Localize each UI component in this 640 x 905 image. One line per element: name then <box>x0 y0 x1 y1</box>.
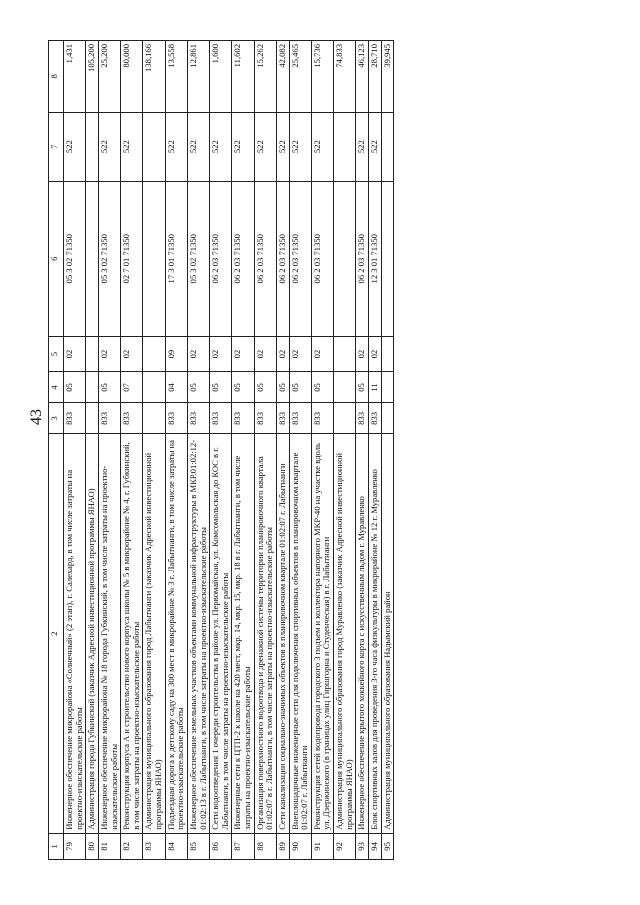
code-cell <box>334 181 356 336</box>
code-cell: 05 <box>311 372 333 403</box>
code-cell: 04 <box>165 372 187 403</box>
code-cell: 02 <box>254 336 276 372</box>
amount-cell: 74,833 <box>334 41 356 113</box>
code-cell: 05 3 02 71350 <box>187 181 209 336</box>
row-name: Реконструкция сетей водопровода городского 3 подъем и коллектора напорного МКР-40 на участке вдоль ул. Дзержинского (в границах улиц Гиршгорна и Студенческая) в г. Лабытнанги <box>311 434 333 833</box>
code-cell: 522 <box>165 112 187 181</box>
row-name: Администрация муниципального образования город Муравленко (заказчик Адресной инвестиционной программы ЯНАО) <box>334 434 356 833</box>
code-cell: 522 <box>289 112 311 181</box>
column-header: 3 <box>49 403 64 434</box>
code-cell: 02 <box>121 336 143 372</box>
row-number: 83 <box>143 833 165 859</box>
code-cell: 02 <box>210 336 232 372</box>
row-name: Администрация муниципального образования Надымский район <box>381 434 394 833</box>
code-cell <box>86 372 99 403</box>
row-number: 85 <box>187 833 209 859</box>
code-cell: 833 <box>165 403 187 434</box>
code-cell: 02 <box>187 336 209 372</box>
amount-cell: 1,600 <box>210 41 232 113</box>
code-cell <box>143 181 165 336</box>
code-cell: 522 <box>368 112 381 181</box>
column-number-row <box>49 41 64 860</box>
code-cell: 833 <box>289 403 311 434</box>
code-cell: 06 2 03 71350 <box>276 181 289 336</box>
code-cell: 02 <box>368 336 381 372</box>
code-cell <box>381 403 394 434</box>
code-cell <box>86 336 99 372</box>
row-name: Блок спортивных залов для проведения 3-го часа физкультуры в микрорайоне № 12 г. Муравленко <box>368 434 381 833</box>
table-row <box>143 41 165 860</box>
row-name: Инженерное обеспечение микрорайона № 18 города Губкинский, в том числе затраты на проектно-изыскательские работы <box>98 434 120 833</box>
column-header: 5 <box>49 336 64 372</box>
table-row <box>121 41 143 860</box>
code-cell <box>143 403 165 434</box>
code-cell <box>143 372 165 403</box>
row-number: 93 <box>356 833 369 859</box>
row-name: Инженерное обеспечение крытого хоккейного корта с искусственным льдом г. Муравленко <box>356 434 369 833</box>
code-cell <box>334 336 356 372</box>
code-cell: 02 <box>311 336 333 372</box>
code-cell: 05 <box>289 372 311 403</box>
amount-cell: 13,558 <box>165 41 187 113</box>
table-row <box>289 41 311 860</box>
row-number: 82 <box>121 833 143 859</box>
code-cell: 02 <box>289 336 311 372</box>
code-cell: 06 2 03 71350 <box>210 181 232 336</box>
row-number: 90 <box>289 833 311 859</box>
code-cell: 05 <box>254 372 276 403</box>
code-cell: 02 <box>64 336 86 372</box>
amount-cell: 11,602 <box>232 41 254 113</box>
table-row <box>210 41 232 860</box>
code-cell: 02 7 01 71350 <box>121 181 143 336</box>
table-body <box>64 41 394 860</box>
code-cell: 522 <box>356 112 369 181</box>
amount-cell: 12,861 <box>187 41 209 113</box>
code-cell: 05 <box>187 372 209 403</box>
table-row <box>165 41 187 860</box>
code-cell: 06 2 03 71350 <box>254 181 276 336</box>
column-header: 1 <box>49 833 64 859</box>
table-row <box>254 41 276 860</box>
code-cell: 522 <box>98 112 120 181</box>
code-cell: 05 <box>64 372 86 403</box>
row-number: 89 <box>276 833 289 859</box>
table-row <box>356 41 369 860</box>
code-cell: 522 <box>187 112 209 181</box>
row-number: 88 <box>254 833 276 859</box>
code-cell: 833 <box>368 403 381 434</box>
code-cell: 833 <box>210 403 232 434</box>
row-number: 79 <box>64 833 86 859</box>
code-cell: 05 <box>210 372 232 403</box>
code-cell: 09 <box>165 336 187 372</box>
amount-cell: 46,123 <box>356 41 369 113</box>
code-cell: 833 <box>187 403 209 434</box>
code-cell: 522 <box>276 112 289 181</box>
row-number: 92 <box>334 833 356 859</box>
code-cell: 05 <box>232 372 254 403</box>
row-name: Внеплощадочные инженерные сети для подключения спортивных объектов в планировочном квартале 01:02:07 г. Лабытнанги <box>289 434 311 833</box>
row-number: 86 <box>210 833 232 859</box>
row-number: 94 <box>368 833 381 859</box>
row-name: Администрация муниципального образования город Лабытнанги (заказчик Адресной инвестиционной программы ЯНАО) <box>143 434 165 833</box>
code-cell: 522 <box>232 112 254 181</box>
amount-cell: 28,710 <box>368 41 381 113</box>
row-name: Администрация города Губкинский (заказчик Адресной инвестиционной программы ЯНАО) <box>86 434 99 833</box>
code-cell <box>86 181 99 336</box>
code-cell: 05 <box>356 372 369 403</box>
code-cell: 833 <box>64 403 86 434</box>
row-name: Реконструкция корпуса А и строительство нового корпуса школы № 5 в микрорайоне № 4, г. Губкинский, в том числе затраты на проектно-изыскательские работы <box>121 434 143 833</box>
code-cell: 833 <box>254 403 276 434</box>
code-cell <box>381 112 394 181</box>
row-number: 95 <box>381 833 394 859</box>
table-row <box>276 41 289 860</box>
column-header: 8 <box>49 41 64 113</box>
table-row <box>368 41 381 860</box>
code-cell: 02 <box>356 336 369 372</box>
code-cell: 05 <box>98 372 120 403</box>
code-cell: 06 2 03 71350 <box>311 181 333 336</box>
row-name: Инженерное обеспечение микрорайона «Солнечный» (2 этап), г. Салехард, в том числе затраты на проектно-изыскательские работы <box>64 434 86 833</box>
code-cell: 833 <box>98 403 120 434</box>
code-cell: 522 <box>121 112 143 181</box>
amount-cell: 1,431 <box>64 41 86 113</box>
code-cell: 833 <box>311 403 333 434</box>
table-row <box>98 41 120 860</box>
code-cell: 06 2 03 71350 <box>356 181 369 336</box>
row-number: 81 <box>98 833 120 859</box>
row-name: Организация поверхностного водоотвода и дренажной системы территории планировочного квартала 01:02:07 в г. Лабытнанги, в том числе затраты на проектно-изыскательские работы <box>254 434 276 833</box>
amount-cell: 39,945 <box>381 41 394 113</box>
code-cell <box>143 336 165 372</box>
code-cell: 522 <box>210 112 232 181</box>
table-row <box>64 41 86 860</box>
row-number: 84 <box>165 833 187 859</box>
budget-table-rotated <box>48 40 608 860</box>
code-cell <box>86 112 99 181</box>
column-header: 6 <box>49 181 64 336</box>
code-cell: 05 3 02 71350 <box>64 181 86 336</box>
code-cell <box>334 112 356 181</box>
table-row <box>187 41 209 860</box>
amount-cell: 25,200 <box>98 41 120 113</box>
code-cell: 02 <box>276 336 289 372</box>
code-cell: 02 <box>232 336 254 372</box>
code-cell: 17 3 01 71350 <box>165 181 187 336</box>
row-number: 80 <box>86 833 99 859</box>
row-name: Инженерные сети к ЦТП-2 к школе на 420 мест, мкр. 14, мкр. 15, мкр. 18 в г. Лабытнанги, в том числе затраты на проектно-изыскательские работы <box>232 434 254 833</box>
amount-cell: 25,465 <box>289 41 311 113</box>
amount-cell: 80,000 <box>121 41 143 113</box>
code-cell: 02 <box>98 336 120 372</box>
code-cell: 06 2 03 71350 <box>289 181 311 336</box>
page-number: 43 <box>28 409 45 425</box>
amount-cell: 15,736 <box>311 41 333 113</box>
amount-cell: 105,200 <box>86 41 99 113</box>
table-row <box>86 41 99 860</box>
row-number: 87 <box>232 833 254 859</box>
code-cell: 833 <box>121 403 143 434</box>
row-name: Инженерное обеспечение земельных участков объектами коммунальной инфраструктуры в МКР.01:02:12-01:02:13 в г. Лабытнанги, в том числе затраты на проектно-изыскательские работы <box>187 434 209 833</box>
code-cell <box>381 336 394 372</box>
code-cell: 522 <box>311 112 333 181</box>
table-row <box>232 41 254 860</box>
code-cell: 522 <box>254 112 276 181</box>
table-row <box>334 41 356 860</box>
code-cell: 07 <box>121 372 143 403</box>
code-cell <box>381 181 394 336</box>
code-cell: 522 <box>64 112 86 181</box>
budget-table <box>48 40 394 860</box>
code-cell <box>381 372 394 403</box>
code-cell: 05 3 02 71350 <box>98 181 120 336</box>
code-cell: 05 <box>276 372 289 403</box>
code-cell: 833 <box>356 403 369 434</box>
amount-cell: 42,082 <box>276 41 289 113</box>
code-cell: 833 <box>232 403 254 434</box>
table-row <box>311 41 333 860</box>
code-cell <box>334 403 356 434</box>
amount-cell: 15,262 <box>254 41 276 113</box>
row-name: Сети водоотведения 1 очереди строительства в районе ул. Первомайская, ул. Комсомольская до КОС в г. Лабытнанги, в том числе затраты на проектно-изыскательские работы <box>210 434 232 833</box>
column-header: 2 <box>49 434 64 833</box>
code-cell <box>334 372 356 403</box>
code-cell <box>86 403 99 434</box>
amount-cell: 138,166 <box>143 41 165 113</box>
code-cell <box>143 112 165 181</box>
code-cell: 833 <box>276 403 289 434</box>
column-header: 7 <box>49 112 64 181</box>
code-cell: 12 3 01 71350 <box>368 181 381 336</box>
code-cell: 11 <box>368 372 381 403</box>
row-name: Сети канализации социально-значимых объектов в планировочном квартале 01:02:07 г. Лабытнанги <box>276 434 289 833</box>
column-header: 4 <box>49 372 64 403</box>
table-row <box>381 41 394 860</box>
code-cell: 06 2 03 71350 <box>232 181 254 336</box>
row-name: Подъездная дорога к детскому саду на 300 мест в микрорайоне № 3 г. Лабытнанги, в том числе затраты на проектно-изыскательские работы <box>165 434 187 833</box>
row-number: 91 <box>311 833 333 859</box>
